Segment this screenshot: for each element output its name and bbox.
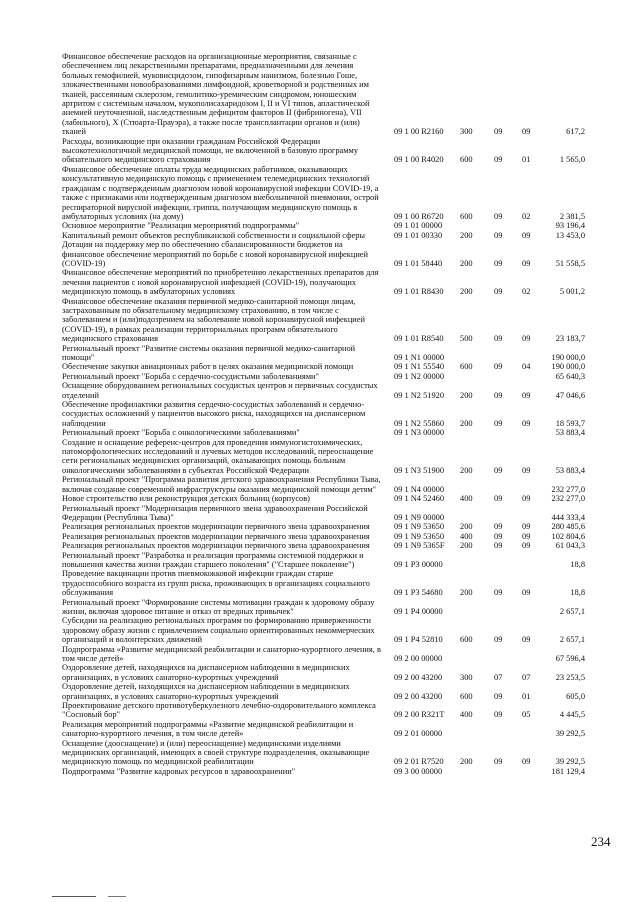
- row-name: Региональный проект "Формирование системы мотивации граждан к здоровому образу жизни, включая здоровое питание и отказ от вредных привычек": [62, 597, 375, 616]
- cell-rz: 09: [494, 418, 503, 428]
- cell-csr: 09 1 N2 00000: [394, 371, 445, 381]
- cell-csr: 09 1 N4 00000: [394, 484, 445, 494]
- cell-rz: 07: [494, 672, 503, 682]
- cell-csr: 09 2 00 43200: [394, 672, 443, 682]
- cell-vr: 400: [460, 710, 473, 720]
- cell-rz: 09: [494, 635, 503, 645]
- table-row: [62, 381, 585, 400]
- cell-csr: 09 1 N9 53650: [394, 531, 445, 541]
- cell-rz: 09: [494, 710, 503, 720]
- cell-csr: 09 1 P3 00000: [394, 559, 443, 569]
- table-row: [62, 400, 585, 428]
- footer-rule-short: [108, 896, 126, 897]
- row-name: Основное мероприятие "Реализация мероприятий подпрограммы": [62, 221, 300, 231]
- cell-pr: 01: [522, 155, 531, 165]
- cell-csr: 09 1 P4 52810: [394, 635, 443, 645]
- table-row: [62, 428, 585, 438]
- cell-rz: 09: [494, 588, 503, 598]
- row-name: Субсидии на реализацию региональных программ по формированию приверженности здоровому образу жизни с привлечением социально ориентированных некоммерческих организаций и волонтерских движений: [62, 616, 375, 645]
- table-row: [62, 719, 585, 739]
- row-name: Подпрограмма "Развитие кадровых ресурсов в здравоохранении": [62, 766, 296, 776]
- cell-sum: 18,8: [570, 588, 585, 598]
- table-row: [62, 550, 585, 570]
- cell-sum: 53 883,4: [555, 428, 585, 438]
- row-name: Реализация мероприятий подпрограммы «Развитие медицинской реабилитации и санаторно-курортного лечения, в том числе детей»: [62, 719, 354, 739]
- cell-rz: 09: [494, 541, 503, 551]
- table-row: [62, 296, 585, 344]
- row-name: Подпрограмма «Развитие медицинской реабилитации и санаторно-курортного лечения, в том числе детей»: [62, 644, 381, 663]
- cell-vr: 200: [460, 258, 473, 268]
- table-row: [62, 701, 585, 720]
- table-row: [62, 240, 585, 268]
- cell-pr: 07: [522, 672, 531, 682]
- cell-sum: 2 381,5: [559, 211, 585, 221]
- row-name: Реализация региональных проектов модернизации первичного звена здравоохранения: [62, 531, 370, 541]
- cell-rz: 09: [494, 494, 503, 504]
- row-name: Региональный проект "Модернизация первичного звена здравоохранения Российской Федерации (Республика Тыва)": [62, 503, 368, 522]
- row-name: Региональный проект "Программа развития детского здравоохранения Республики Тыва, включая создание современной инфраструктуры оказания медицинской помощи детям": [62, 475, 381, 494]
- table-row: [62, 475, 585, 494]
- cell-pr: 09: [522, 494, 531, 504]
- cell-csr: 09 1 N4 52460: [394, 494, 445, 504]
- row-name: Дотации на поддержку мер по обеспечению сбалансированности бюджетов на финансовое обеспечение мероприятий по борьбе с новой коронавирусной инфекцией (COVID-19): [62, 240, 369, 268]
- row-name: Региональный проект "Борьба с онкологическими заболеваниями": [62, 428, 300, 438]
- cell-sum: 39 292,5: [555, 757, 585, 767]
- row-name: Финансовое обеспечение расходов на организационные мероприятия, связанные с обеспечением лиц лекарственными препаратами, предназначенными для лечения больных гемофилией, муковисцидозом, гипофизарным нанизмом, болезнью Гоше, злокачественными новообразованиями лимфоидной, кроветворной и родственных им тканей, рассеянным склерозом, гемолитико-уремическим синдромом, юношеским артритом с системным началом, мукополисахаридозом I, II и VI типов, апластической анемией неуточненной, наследственным дефицитом факторов II (фибриногена), VII (лабильного), X (Стюарта-Прауэра), а также после трансплантации органов и (или) тканей: [62, 52, 370, 137]
- cell-pr: 04: [522, 362, 531, 372]
- cell-vr: 400: [460, 494, 473, 504]
- cell-sum: 47 046,6: [555, 390, 585, 400]
- cell-vr: 600: [460, 211, 473, 221]
- cell-csr: 09 2 00 43200: [394, 691, 443, 701]
- cell-sum: 13 453,0: [555, 230, 585, 240]
- cell-csr: 09 1 00 R2160: [394, 127, 444, 137]
- table-row: [62, 221, 585, 231]
- cell-pr: 09: [522, 418, 531, 428]
- row-name: Новое строительство или реконструкция детских больниц (корпусов): [62, 494, 310, 504]
- cell-rz: 09: [494, 757, 503, 767]
- cell-sum: 444 333,4: [551, 512, 585, 522]
- cell-rz: 09: [494, 258, 503, 268]
- row-name: Расходы, возникающие при оказании гражданам Российской Федерации высокотехнологичной медицинской помощи, не включенной в базовую программу обязательного медицинского страхования: [62, 136, 359, 165]
- cell-csr: 09 2 00 R321T: [394, 710, 445, 720]
- table-row: [62, 494, 585, 504]
- cell-csr: 09 1 00 R6720: [394, 211, 444, 221]
- cell-rz: 09: [494, 390, 503, 400]
- cell-vr: 200: [460, 230, 473, 240]
- cell-pr: 09: [522, 390, 531, 400]
- row-name: Обеспечение закупки авиационных работ в целях оказания медицинской помощи: [62, 362, 354, 372]
- table-row: [62, 569, 585, 598]
- cell-vr: 600: [460, 691, 473, 701]
- row-name: Оздоровление детей, находящихся на диспансерном наблюдении в медицинских организациях, в условиях санаторно-курортных учреждений: [62, 663, 350, 682]
- row-name: Региональный проект "Борьба с сердечно-сосудистыми заболеваниями": [62, 371, 319, 381]
- row-name: Реализация региональных проектов модернизации первичного звена здравоохранения: [62, 522, 370, 532]
- cell-sum: 67 596,4: [555, 654, 585, 663]
- cell-vr: 300: [460, 127, 473, 137]
- cell-rz: 09: [494, 362, 503, 372]
- cell-sum: 190 000,0: [551, 353, 585, 362]
- cell-vr: 200: [460, 418, 473, 428]
- cell-rz: 09: [494, 127, 503, 137]
- cell-rz: 09: [494, 334, 503, 344]
- table-row: [62, 597, 585, 617]
- cell-sum: 280 485,6: [551, 522, 585, 532]
- cell-csr: 09 1 P4 00000: [394, 606, 443, 616]
- row-name: Реализация региональных проектов модернизации первичного звена здравоохранения: [62, 541, 370, 551]
- cell-pr: 09: [522, 588, 531, 598]
- cell-vr: 200: [460, 588, 473, 598]
- cell-sum: 39 292,5: [555, 729, 585, 739]
- cell-pr: 09: [522, 757, 531, 767]
- cell-vr: 300: [460, 672, 473, 682]
- page-number: 234: [591, 834, 611, 849]
- cell-vr: 200: [460, 390, 473, 400]
- row-name: Создание и оснащение референс-центров для проведения иммуногистохимических, патоморфологических исследований и лучевых методов исследований, переоснащение сети региональных медицинских организаций, оказывающих помощь больным онкологическими заболеваниями в субъектах Российской Федерации: [62, 437, 374, 475]
- cell-pr: 09: [522, 531, 531, 541]
- row-name: Оснащение (дооснащение) и (или) переоснащение) медицинскими изделиями медицинских организаций, имеющих в своей структуре подразделения, оказывающие медицинскую помощь по медицинской реабилитации: [62, 738, 370, 767]
- cell-sum: 4 445,5: [559, 710, 585, 720]
- cell-csr: 09 1 N1 00000: [394, 353, 445, 362]
- cell-pr: 09: [522, 127, 531, 137]
- row-name: Обеспечение профилактики развития сердечно-сосудистых заболеваний и сердечно-сосудистых осложнений у пациентов высокого риска, находящихся на диспансерном наблюдении: [62, 400, 366, 428]
- row-name: Финансовое обеспечение оказания первичной медико-санитарной помощи лицам, застрахованным по обязательному медицинскому страхованию, в том числе с заболеванием и (или)подозрением на заболевание новой коронавирусной инфекцией (COVID-19), в рамках реализации территориальных программ обязательного медицинского страхования: [62, 296, 365, 344]
- table-row: [62, 52, 585, 137]
- cell-vr: 500: [460, 334, 473, 344]
- cell-rz: 09: [494, 531, 503, 541]
- cell-vr: 400: [460, 531, 473, 541]
- table-row: [62, 738, 585, 767]
- row-name: Финансовое обеспечение оплаты труда медицинских работников, оказывающих консультативную медицинскую помощь с применением телемедицинских технологий гражданам с подтвержденным диагнозом новой коронавирусной инфекции COVID-19, а также с признаками или подтвержденным диагнозом внебольничной пневмонии, острой респираторной вирусной инфекции, гриппа, получающим медицинскую помощь в амбулаторных условиях (на дому): [62, 164, 379, 221]
- cell-csr: 09 1 N9 5365F: [394, 541, 445, 551]
- cell-csr: 09 1 N2 51920: [394, 390, 445, 400]
- cell-pr: 01: [522, 691, 531, 701]
- budget-table: [62, 52, 585, 776]
- cell-csr: 09 2 01 00000: [394, 729, 443, 739]
- cell-pr: 09: [522, 522, 531, 532]
- cell-pr: 09: [522, 541, 531, 551]
- cell-csr: 09 1 N2 55860: [394, 418, 445, 428]
- cell-sum: 18 593,7: [555, 418, 585, 428]
- cell-rz: 09: [494, 465, 503, 475]
- cell-sum: 51 558,5: [555, 258, 585, 268]
- cell-vr: 200: [460, 757, 473, 767]
- cell-rz: 09: [494, 691, 503, 701]
- table-row: [62, 616, 585, 645]
- row-name: Проектирование детского противотуберкулезного лечебно-оздоровительного комплекса "Сосновый бор": [62, 701, 376, 720]
- cell-rz: 09: [494, 155, 503, 165]
- cell-sum: 5 001,2: [559, 287, 585, 297]
- cell-csr: 09 1 00 R4020: [394, 155, 444, 165]
- table-row: [62, 371, 585, 381]
- table-row: [62, 268, 585, 297]
- cell-sum: 18,8: [570, 559, 585, 569]
- row-name: Оснащение оборудованием региональных сосудистых центров и первичных сосудистых отделений: [62, 381, 378, 400]
- cell-vr: 200: [460, 522, 473, 532]
- cell-csr: 09 1 01 00330: [394, 230, 443, 240]
- cell-sum: 2 657,1: [559, 606, 585, 616]
- cell-pr: 09: [522, 465, 531, 475]
- cell-csr: 09 1 N3 00000: [394, 428, 445, 438]
- cell-csr: 09 3 00 00000: [394, 766, 443, 776]
- table-row: [62, 522, 585, 532]
- cell-csr: 09 1 01 R8430: [394, 287, 444, 297]
- cell-csr: 09 1 01 00000: [394, 221, 443, 231]
- row-name: Капитальный ремонт объектов республиканской собственности и социальной сферы: [62, 230, 366, 240]
- cell-sum: 617,2: [566, 127, 585, 137]
- cell-sum: 61 043,3: [555, 541, 585, 551]
- table-row: [62, 682, 585, 701]
- cell-sum: 23 183,7: [555, 334, 585, 344]
- cell-sum: 190 000,0: [551, 362, 585, 372]
- cell-vr: 600: [460, 155, 473, 165]
- table-row: [62, 362, 585, 372]
- cell-pr: 09: [522, 334, 531, 344]
- cell-vr: 600: [460, 635, 473, 645]
- table-row: [62, 343, 585, 363]
- cell-csr: 09 2 00 00000: [394, 654, 443, 663]
- cell-vr: 600: [460, 362, 473, 372]
- cell-csr: 09 1 01 R8540: [394, 334, 444, 344]
- table-row: [62, 503, 585, 523]
- cell-csr: 09 1 N9 00000: [394, 512, 445, 522]
- table-row: [62, 531, 585, 541]
- row-name: Финансовое обеспечение мероприятий по приобретению лекарственных препаратов для лечения пациентов с новой коронавирусной инфекцией (COVID-19), получающих медицинскую помощь в амбулаторных условиях: [62, 268, 379, 297]
- cell-sum: 93 196,4: [555, 221, 585, 231]
- table-row: [62, 663, 585, 682]
- cell-sum: 232 277,0: [551, 494, 585, 504]
- cell-sum: 232 277,0: [551, 484, 585, 494]
- cell-pr: 02: [522, 287, 531, 297]
- cell-pr: 09: [522, 258, 531, 268]
- cell-sum: 65 640,3: [555, 371, 585, 381]
- table-row: [62, 230, 585, 240]
- row-name: Проведение вакцинации против пневмококковой инфекции граждан старше трудоспособного возраста из групп риска, проживающих в организациях социального обслуживания: [62, 569, 370, 598]
- cell-sum: 23 253,5: [555, 672, 585, 682]
- cell-csr: 09 1 P3 54680: [394, 588, 443, 598]
- cell-pr: 09: [522, 635, 531, 645]
- cell-csr: 09 1 N1 55540: [394, 362, 445, 372]
- cell-pr: 05: [522, 710, 531, 720]
- cell-csr: 09 1 N3 51900: [394, 465, 445, 475]
- cell-csr: 09 2 01 R7520: [394, 757, 444, 767]
- table-row: [62, 644, 585, 664]
- row-name: Региональный проект "Развитие системы оказания первичной медико-санитарной помощи": [62, 343, 356, 362]
- cell-pr: 09: [522, 230, 531, 240]
- row-name: Оздоровление детей, находящихся на диспансерном наблюдении в медицинских организациях, в условиях санаторно-курортных учреждений: [62, 682, 350, 701]
- cell-csr: 09 1 01 58440: [394, 258, 443, 268]
- cell-rz: 09: [494, 522, 503, 532]
- cell-sum: 2 657,1: [559, 635, 585, 645]
- table-row: [62, 437, 585, 476]
- cell-csr: 09 1 N9 53650: [394, 522, 445, 532]
- table-row: [62, 136, 585, 165]
- cell-sum: 1 565,0: [559, 155, 585, 165]
- footer-rule: [52, 896, 96, 897]
- table-row: [62, 766, 585, 776]
- cell-sum: 181 129,4: [551, 766, 585, 776]
- cell-sum: 53 883,4: [555, 465, 585, 475]
- cell-sum: 605,0: [566, 691, 585, 701]
- table-row: [62, 164, 585, 221]
- cell-rz: 09: [494, 211, 503, 221]
- cell-vr: 200: [460, 541, 473, 551]
- table-row: [62, 541, 585, 551]
- cell-rz: 09: [494, 230, 503, 240]
- cell-pr: 02: [522, 211, 531, 221]
- cell-vr: 200: [460, 287, 473, 297]
- row-name: Региональный проект "Разработка и реализация программы системной поддержки и повышения качества жизни граждан старшего поколения" ("Старшее поколение"): [62, 550, 364, 569]
- cell-sum: 102 804,6: [551, 531, 585, 541]
- cell-vr: 200: [460, 465, 473, 475]
- cell-rz: 09: [494, 287, 503, 297]
